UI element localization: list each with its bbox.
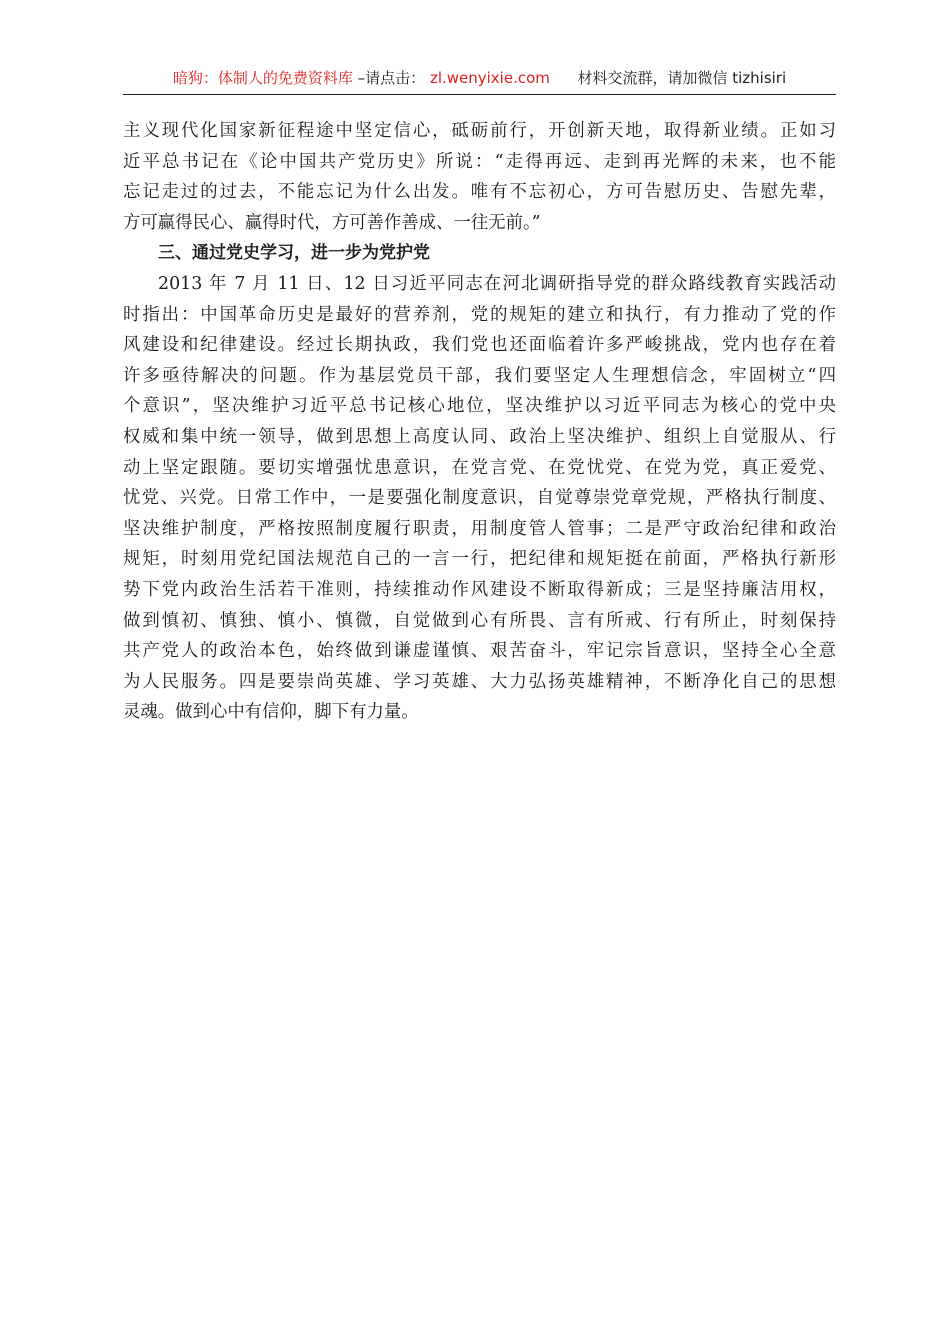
body-line: 为人民服务。四是要崇尚英雄、学习英雄、大力弘扬英雄精神，不断净化自己的思想 [123,671,836,692]
body-line: 近平总书记在《论中国共产党历史》所说：“走得再远、走到再光辉的未来，也不能 [123,151,836,172]
page-header [123,66,836,95]
body-line: 共产党人的政治本色，始终做到谦虚谨慎、艰苦奋斗，牢记宗旨意识，坚持全心全意 [123,641,836,662]
header-click-prompt: –请点击： [357,69,426,87]
header-url-link[interactable]: zl.wenyixie.com [429,69,550,87]
body-line: 个意识”，坚决维护习近平总书记核心地位，坚决维护以习近平同志为核心的党中央 [123,396,836,417]
body-line: 许多亟待解决的问题。作为基层党员干部，我们要坚定人生理想信念，牢固树立“四 [123,365,836,386]
body-line: 灵魂。做到心中有信仰，脚下有力量。 [123,702,419,723]
body-line: 方可赢得民心、赢得时代，方可善作善成、一往无前。” [123,212,541,233]
body-line: 主义现代化国家新征程途中坚定信心，砥砺前行，开创新天地，取得新业绩。正如习 [123,121,836,141]
document-body [123,116,836,728]
body-line: 势下党内政治生活若干准则，持续推动作风建设不断取得新成；三是坚持廉洁用权， [123,579,836,600]
body-line: 权威和集中统一领导，做到思想上高度认同、政治上坚决维护、组织上自觉服从、行 [123,426,836,447]
header-brand: 暗狗：体制人的免费资料库 [172,69,353,87]
body-line: 忘记走过的过去，不能忘记为什么出发。唯有不忘初心，方可告慰历史、告慰先辈， [123,182,836,203]
body-line: 做到慎初、慎独、慎小、慎微，自觉做到心有所畏、言有所戒、行有所止，时刻保持 [123,610,836,631]
section-heading: 三、通过党史学习，进一步为党护党 [158,243,430,264]
header-contact: 材料交流群，请加微信 tizhisiri [577,69,787,87]
body-line: 坚决维护制度，严格按照制度履行职责，用制度管人管事；二是严守政治纪律和政治 [123,518,836,539]
body-line: 风建设和纪律建设。经过长期执政，我们党也还面临着许多严峻挑战，党内也存在着 [123,335,836,356]
body-line: 2013 年 7 月 11 日、12 日习近平同志在河北调研指导党的群众路线教育实践活动 [158,273,836,294]
body-line: 时指出：中国革命历史是最好的营养剂，党的规矩的建立和执行，有力推动了党的作 [123,304,836,325]
body-line: 忧党、兴党。日常工作中，一是要强化制度意识，自觉尊崇党章党规，严格执行制度、 [123,488,836,509]
body-line: 规矩，时刻用党纪国法规范自己的一言一行，把纪律和规矩挺在前面，严格执行新形 [123,549,836,570]
body-line: 动上坚定跟随。要切实增强忧患意识，在党言党、在党忧党、在党为党，真正爱党、 [123,457,836,478]
